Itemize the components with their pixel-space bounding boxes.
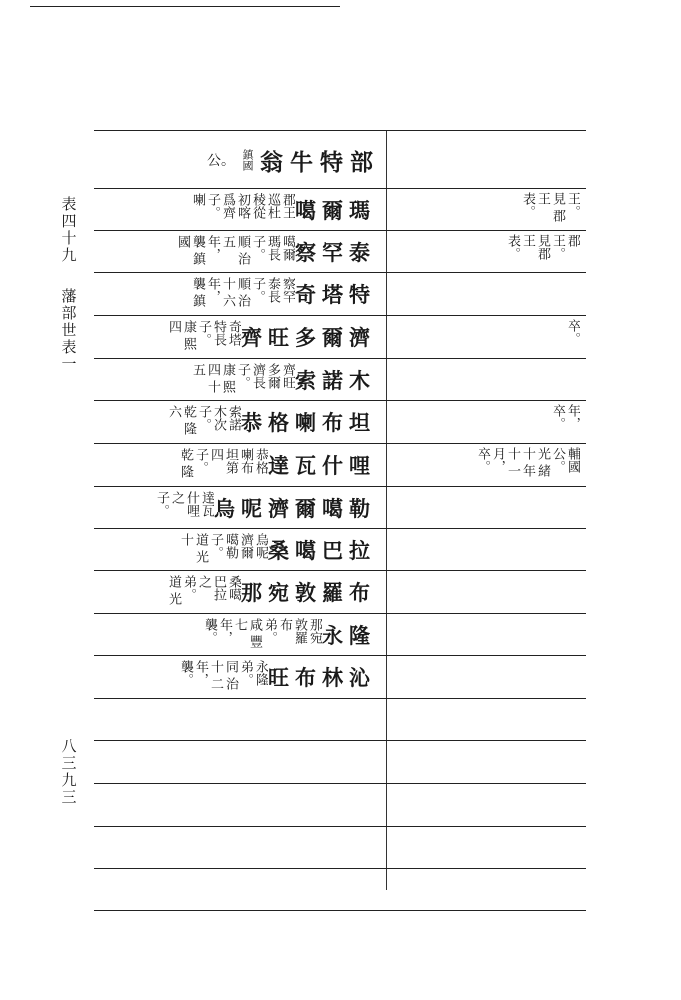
page-number: 八三九三 — [61, 737, 77, 806]
right-cell: 郡王。 見郡 王表。 — [505, 234, 580, 265]
row-name: 那宛敦羅布 — [241, 580, 376, 605]
table-row — [94, 192, 384, 228]
table-row — [94, 532, 384, 568]
row-rule — [94, 570, 586, 571]
row-name: 奇塔特 — [295, 282, 376, 307]
right-cell — [390, 362, 580, 396]
row-name: 察罕泰 — [295, 240, 376, 265]
title-rule — [94, 188, 586, 189]
row-note: 永隆 弟。同 治十 二年，襲。 — [178, 660, 268, 691]
table-header-label: 表四十九 — [61, 195, 77, 264]
row-rule — [94, 486, 586, 487]
row-rule — [94, 272, 586, 273]
row-note: 達瓦 什哩 之子。 — [154, 491, 214, 522]
row-name: 噶爾瑪 — [295, 198, 376, 223]
table-row — [94, 404, 384, 440]
table-row — [94, 276, 384, 312]
top-rule — [30, 6, 340, 7]
table-bottom-rule — [94, 910, 586, 911]
title-suffix: 公。 — [207, 153, 235, 169]
row-rule — [94, 230, 586, 231]
row-name: 齊旺多爾濟 — [241, 325, 376, 350]
row-name: 永隆 — [322, 623, 376, 648]
row-note: 恭格 喇布 坦第 四子。乾 隆 — [178, 448, 268, 479]
table-row — [94, 234, 384, 270]
table-row — [94, 659, 384, 695]
row-rule — [94, 528, 586, 529]
row-rule — [94, 655, 586, 656]
row-rule — [94, 613, 586, 614]
row-note: 察罕 泰長 子。順 治十 六年，襲 鎮 — [190, 277, 295, 308]
row-rule — [94, 443, 586, 444]
row-rule — [94, 826, 586, 827]
row-name: 達瓦什哩 — [268, 453, 376, 478]
row-note: 烏呢 濟爾 噶勒 子。道 光十 — [178, 533, 268, 564]
row-note: 噶爾 瑪長 子。順 治五 年，襲 鎮國 — [175, 235, 295, 266]
row-name: 恭格喇布坦 — [241, 410, 376, 435]
row-rule — [94, 868, 586, 869]
table-top-rule — [94, 130, 586, 131]
right-cell — [390, 276, 580, 310]
row-note: 桑噶 巴拉 之弟。道 光 — [166, 575, 241, 606]
table-row — [94, 574, 384, 610]
row-note: 奇塔 特長 子。康 熙四 — [166, 320, 241, 351]
row-note: 郡王 巡杜 稜從 初喀 爲齊 子。喇 — [190, 193, 295, 224]
row-name: 索諾木 — [295, 368, 376, 393]
title-rank: 鎮國 — [241, 149, 254, 171]
row-name: 桑噶巴拉 — [268, 538, 376, 563]
section-label: 藩部世表一 — [61, 287, 77, 373]
table-title — [100, 132, 380, 188]
row-rule — [94, 315, 586, 316]
row-note: 那宛 敦羅 布弟。咸 豐七 年，襲。 — [202, 618, 322, 649]
row-name: 旺布林沁 — [268, 665, 376, 690]
row-name: 烏呢濟爾噶勒 — [214, 496, 376, 521]
row-rule — [94, 400, 586, 401]
row-rule — [94, 358, 586, 359]
table-row — [94, 362, 384, 398]
row-rule — [94, 740, 586, 741]
title-name: 翁牛特部 — [260, 148, 380, 176]
right-cell: 王。見 郡王 表。 — [520, 192, 580, 223]
row-note: 齊旺 多爾 濟長 子。康 熙四 十五 — [190, 363, 295, 394]
table-row — [94, 319, 384, 355]
row-rule — [94, 698, 586, 699]
right-cell: 年， 卒。 — [550, 404, 580, 435]
right-cell: 卒。 — [565, 319, 580, 345]
row-rule — [94, 783, 586, 784]
table-row — [94, 490, 384, 526]
table-row — [94, 447, 384, 483]
row-note: 索諾 木次 子。乾 隆六 — [166, 405, 241, 436]
table-row — [94, 617, 384, 653]
right-cell: 輔國 公。光 緒十 年十 一月， 卒。 — [475, 447, 580, 478]
column-divider — [386, 130, 387, 890]
